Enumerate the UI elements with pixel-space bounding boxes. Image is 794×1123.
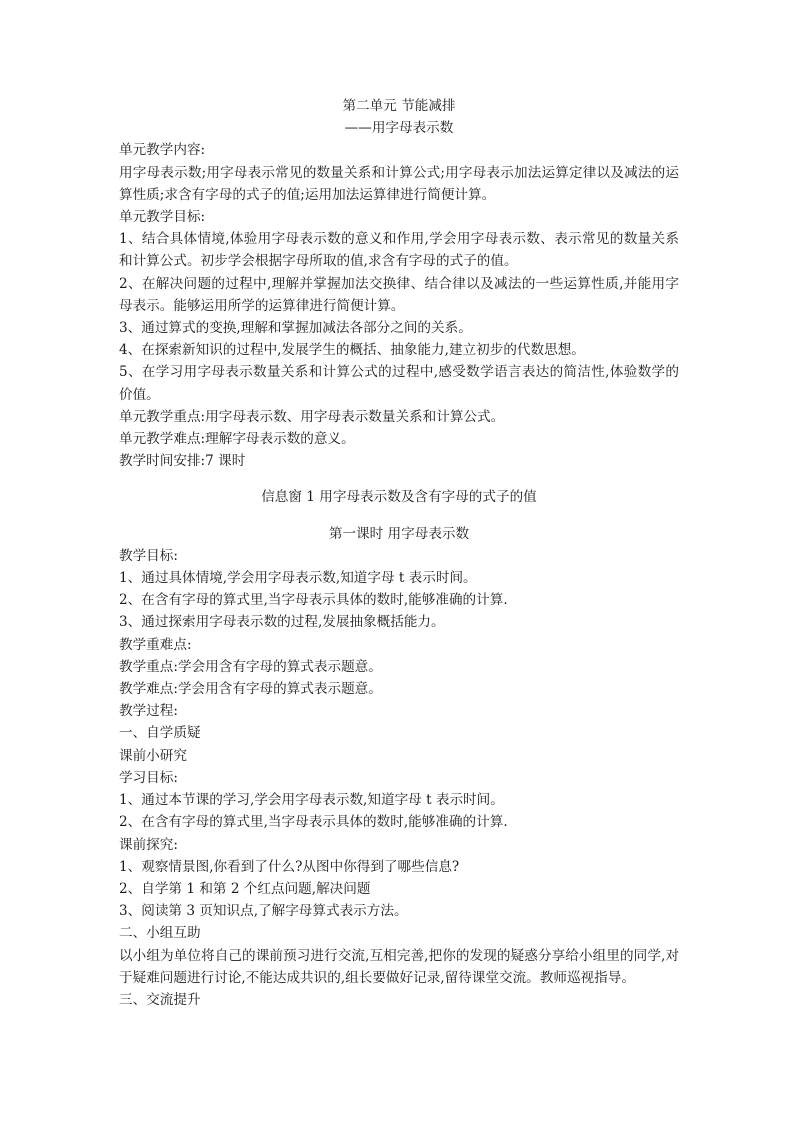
learning-goals-heading: 学习目标: xyxy=(119,769,178,786)
lesson-key-point: 教学重点:学会用含有字母的算式表示题意。 xyxy=(119,658,382,675)
unit-goal-item: 2、在解决问题的过程中,理解并掌握加法交换律、结合律以及减法的一些运算性质,并能用字母表示。能够运用所学的运算律进行简便计算。 xyxy=(119,275,679,314)
lesson-title: 第一课时 用字母表示数 xyxy=(328,525,470,542)
unit-goal-item: 1、结合具体情境,体验用字母表示数的意义和作用,学会用字母表示数、表示常见的数量关系和计算公式。初步学会根据字母所取的值,求含有字母的式子的值。 xyxy=(119,231,679,270)
process-heading: 教学过程: xyxy=(119,703,178,720)
unit-difficulty: 单元教学难点:理解字母表示数的意义。 xyxy=(119,431,355,448)
section-heading: 一、自学质疑 xyxy=(119,725,201,742)
lesson-goals-heading: 教学目标: xyxy=(119,547,178,564)
unit-goals-heading: 单元教学目标: xyxy=(119,209,206,226)
unit-goal-item: 4、在探索新知识的过程中,发展学生的概括、抽象能力,建立初步的代数思想。 xyxy=(119,342,585,359)
pre-study-heading: 课前小研究 xyxy=(119,747,187,764)
unit-key-point: 单元教学重点:用字母表示数、用字母表示数量关系和计算公式。 xyxy=(119,408,505,425)
lesson-difficulty: 教学难点:学会用含有字母的算式表示题意。 xyxy=(119,681,382,698)
unit-goal-item: 5、在学习用字母表示数量关系和计算公式的过程中,感受数学语言表达的简洁性,体验数学的价值。 xyxy=(119,364,679,403)
section-text: 以小组为单位将自己的课前预习进行交流,互相完善,把你的发现的疑惑分享给小组里的同学,对于疑难问题进行讨论,不能达成共识的,组长要做好记录,留待课堂交流。教师巡视指导。 xyxy=(119,947,679,986)
lesson-goal-item: 1、通过具体情境,学会用字母表示数,知道字母 t 表示时间。 xyxy=(119,570,477,587)
teaching-schedule: 教学时间安排:7 课时 xyxy=(119,453,246,470)
info-window-title: 信息窗 1 用字母表示数及含有字母的式子的值 xyxy=(261,489,537,506)
unit-title: 第二单元 节能减排 xyxy=(342,98,456,114)
unit-content-text: 用字母表示数;用字母表示常见的数量关系和计算公式;用字母表示加法运算定律以及减法的运算性质;求含有字母的式子的值;运用加法运算律进行简便计算。 xyxy=(119,164,679,203)
section-heading: 三、交流提升 xyxy=(119,991,201,1008)
spacer xyxy=(119,472,679,486)
pre-explore-item: 3、阅读第 3 页知识点,了解字母算式表示方法。 xyxy=(119,903,408,920)
lesson-keydiff-heading: 教学重难点: xyxy=(119,636,192,653)
unit-goal-item: 3、通过算式的变换,理解和掌握加减法各部分之间的关系。 xyxy=(119,320,472,337)
pre-explore-item: 2、自学第 1 和第 2 个红点问题,解决问题 xyxy=(119,880,371,897)
unit-content-heading: 单元教学内容: xyxy=(119,142,206,159)
pre-explore-item: 1、观察情景图,你看到了什么?从图中你得到了哪些信息? xyxy=(119,858,460,875)
lesson-goal-item: 3、通过探索用字母表示数的过程,发展抽象概括能力。 xyxy=(119,614,445,631)
learning-goal-item: 2、在含有字母的算式里,当字母表示具体的数时,能够准确的计算. xyxy=(119,814,508,831)
spacer xyxy=(119,509,679,523)
document-body xyxy=(119,95,679,1011)
pre-explore-heading: 课前探究: xyxy=(119,836,178,853)
learning-goal-item: 1、通过本节课的学习,学会用字母表示数,知道字母 t 表示时间。 xyxy=(119,792,504,809)
unit-subtitle: ——用字母表示数 xyxy=(344,120,454,137)
section-heading: 二、小组互助 xyxy=(119,925,201,942)
lesson-goal-item: 2、在含有字母的算式里,当字母表示具体的数时,能够准确的计算. xyxy=(119,592,508,609)
